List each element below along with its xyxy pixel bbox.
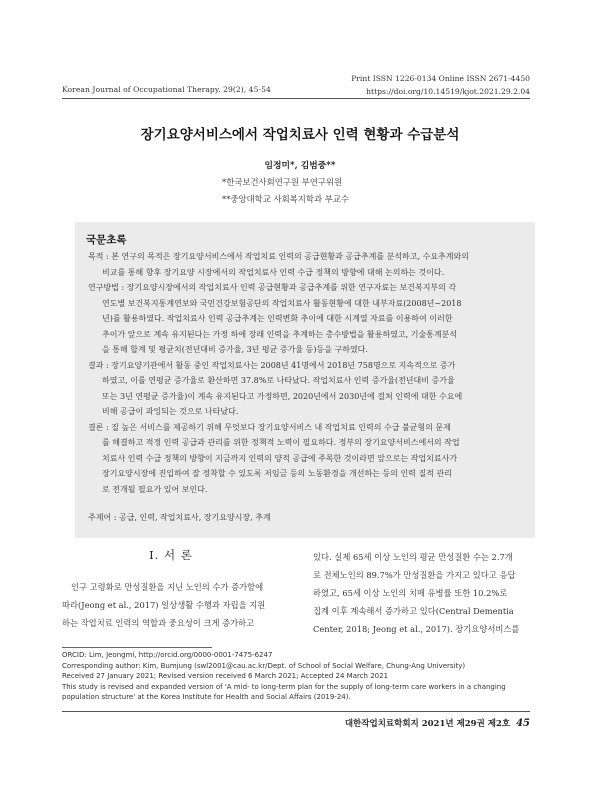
body-line: Center, 2018; Jeong et al., 2017). 장기요양서비스를 xyxy=(313,624,520,634)
abstract-line: 를 해결하고 적정 인력 공급과 관리를 위한 정책적 노력이 필요하다. 정부의 장기요양서비스에서의 작업 xyxy=(102,438,460,447)
intro-right-column xyxy=(313,548,531,638)
abstract-body xyxy=(88,249,524,497)
body-line: 하는 작업치료 인력의 역할과 중요성이 크게 증가하고 xyxy=(62,618,255,628)
abstract-line: 또는 3년 연평균 증가율)이 계속 유지된다고 가정하면, 2020년에서 2030년에 걸쳐 인력에 대한 수요에 xyxy=(102,391,463,401)
abstract-heading: 국문초록 xyxy=(86,234,127,246)
body-line: 집계 이후 계속해서 증가하고 있다(Central Dementia xyxy=(313,606,514,616)
header-divider xyxy=(62,98,530,99)
author-list: 임정미*, 김범중** xyxy=(264,161,336,171)
abstract-line: 추이가 앞으로 계속 유지된다는 가정 하에 장래 인력을 추계하는 총수방법을 활용하였고, 기술통계분석 xyxy=(102,329,458,339)
abstract-line: 비교를 통해 향후 장기요양 시장에서의 작업치료사 인력 수급 정책의 방향에 대해 논의하는 것이다. xyxy=(102,267,445,277)
footnotes xyxy=(62,650,532,703)
journal-citation: Korean Journal of Occupational Therapy, 29(2), 45-54 xyxy=(62,85,271,94)
footer-journal: 대한작업치료학회지 2021년 제29권 제2호 xyxy=(344,719,511,729)
abstract-line: 하였고, 이를 연평균 증가율로 환산하면 37.8%로 나타났다. 작업치료사 인력 증가율(전년대비 증가율 xyxy=(102,376,455,385)
footnote-divider xyxy=(62,647,212,648)
study-note-continued: population structure' at the Korea Institute for Health and Social Affairs (2019-24). xyxy=(62,693,351,701)
body-line: 인구 고령화로 만성질환을 지닌 노인의 수가 증가함에 xyxy=(71,582,264,592)
intro-left-column xyxy=(62,578,280,632)
corresponding-author-note: Corresponding author: Kim, Bumjung (swl2001@cau.ac.kr/Dept. of School of Social Welfare, Chung-Ang University) xyxy=(62,661,466,670)
abstract-line: 을 통해 합계 및 평균치(전년대비 증가율, 3년 평균 증가율 등)등을 구하였다. xyxy=(102,345,368,354)
body-line: 로 전체노인의 89.7%가 만성질환을 가지고 있다고 응답 xyxy=(313,570,516,580)
abstract-line: 로 전개될 필요가 있어 보인다. xyxy=(102,484,208,494)
abstract-line: 목적 : 본 연구의 목적은 장기요양서비스에서 작업치료 인력의 공급현황과 공급추계를 분석하고, 수요추계와의 xyxy=(88,252,469,261)
issn-block xyxy=(351,72,530,98)
body-line: 있다. 실제 65세 이상 노인의 평균 만성질환 수는 2.7개 xyxy=(313,552,513,562)
abstract-line: 장기요양시장에 진입하여 잘 정착할 수 있도록 저임금 등의 노동환경을 개선하는 등의 인력 질적 관리 xyxy=(102,469,452,478)
orcid-note: ORCID: Lim, Jeongmi, http://orcid.org/0000-0001-7475-6247 xyxy=(62,651,273,659)
abstract-line: 결과 : 장기요양기관에서 활동 중인 작업치료사는 2008년 41명에서 2018년 758명으로 지속적으로 증가 xyxy=(88,360,456,370)
doi-link[interactable]: https://doi.org/10.14519/kjot.2021.29.2.04 xyxy=(366,87,530,96)
page-number: 45 xyxy=(516,718,530,729)
section-heading-introduction: Ⅰ. 서 론 xyxy=(149,548,193,562)
affiliation-2: **중앙대학교 사회복지학과 부교수 xyxy=(222,194,349,204)
abstract-line: 치료사 인력 수급 정책의 방향이 지금까지 인력의 양적 공급에 주목한 것이라면 앞으로는 작업치료사가 xyxy=(102,453,458,463)
keywords: 주제어 : 공급, 인력, 작업치료사, 장기요양시장, 추계 xyxy=(88,513,271,522)
body-line: 하였고, 65세 이상 노인의 치매 유병률 또한 10.2%로 xyxy=(313,588,508,598)
paper-title: 장기요양서비스에서 작업치료사 인력 현황과 수급분석 xyxy=(140,127,460,143)
page-footer xyxy=(345,717,530,729)
abstract-line: 년)를 활용하였다. 작업치료사 인력 공급추계는 인력변화 추이에 대한 시계열 자료를 이용하여 이러한 xyxy=(102,314,453,323)
abstract-line: 결론 : 질 높은 서비스를 제공하기 위해 무엇보다 장기요양서비스 내 작업치료 인력의 수급 불균형의 문제 xyxy=(88,422,451,432)
abstract-line: 연도별 보건복지통계연보와 국민건강보험공단의 작업치료사 활동현황에 대한 내부자료(2008년~2018 xyxy=(102,298,462,308)
footer-divider xyxy=(62,711,530,712)
study-note: This study is revised and expanded version of 'A mid- to long-term plan for the supply of long-term care workers in a changing xyxy=(62,682,506,691)
abstract-line: 연구방법 : 장기요양시장에서의 작업치료사 인력 공급현황과 공급추계를 위한 연구자료는 보건복지부의 각 xyxy=(88,283,457,292)
abstract-line: 비해 공급이 과잉되는 것으로 나타났다. xyxy=(102,407,239,416)
received-date-note: Received 27 January 2021; Revised version received 6 March 2021; Accepted 24 March 2021 xyxy=(62,672,389,680)
body-line: 따라(Jeong et al., 2017) 일상생활 수행과 자립을 지원 xyxy=(62,600,266,610)
affiliation-1: *한국보건사회연구원 부연구위원 xyxy=(222,177,343,187)
issn-line: Print ISSN 1226-0134 Online ISSN 2671-4450 xyxy=(351,74,530,83)
